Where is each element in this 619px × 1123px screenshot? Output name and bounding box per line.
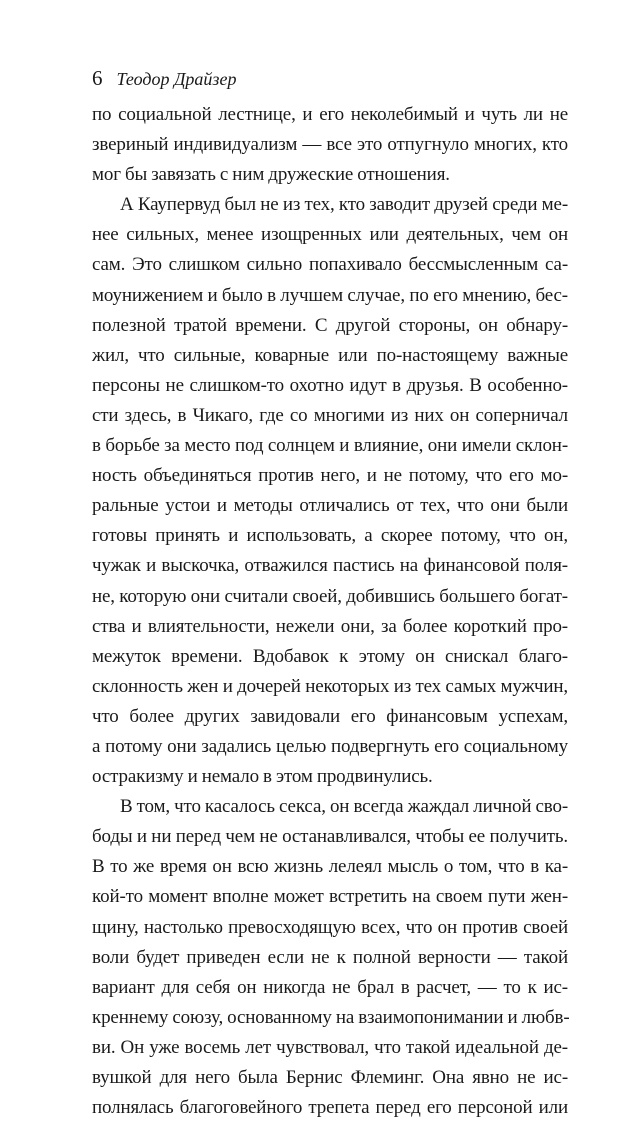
- text-line: боды и ни перед чем не останавливался, чтобы ее получить.: [92, 826, 568, 848]
- text-line: жил, что сильные, коварные или по-настоящему важные: [92, 344, 568, 366]
- text-line: вушкой для него была Бернис Флеминг. Она явно не ис-: [92, 1067, 568, 1088]
- text-line: готовы принять и использовать, а скорее потому, что он,: [92, 525, 568, 547]
- text-line: что более других завидовали его финансовым успехам,: [92, 705, 568, 727]
- text-line: ства и влиятельности, нежели они, за более короткий про-: [92, 615, 568, 637]
- text-line: В то же время он всю жизнь лелеял мысль о том, что в ка-: [92, 856, 568, 878]
- text-line: вариант для себя он никогда не брал в расчет, — то к ис-: [92, 976, 568, 998]
- text-line: В том, что касалось секса, он всегда жаждал личной сво-: [120, 796, 568, 818]
- text-line: нее сильных, менее изощренных или деятельных, чем он: [92, 224, 568, 246]
- running-head: [92, 66, 236, 94]
- text-line: межуток времени. Вдобавок к этому он снискал благо-: [92, 645, 568, 667]
- text-line: звериный индивидуализм — все это отпугнуло многих, кто: [92, 134, 568, 156]
- text-line: ви. Он уже восемь лет чувствовал, что такой идеальной де-: [92, 1036, 568, 1058]
- text-line: склонность жен и дочерей некоторых из тех самых мужчин,: [92, 675, 568, 697]
- text-line: остракизму и немало в этом продвинулись.: [92, 766, 433, 788]
- body-text: [92, 100, 568, 1123]
- text-line: моунижением и было в лучшем случае, по его мнению, бес-: [92, 284, 568, 306]
- text-line: мог бы завязать с ним дружеские отношения.: [92, 164, 450, 186]
- text-line: персоны не слишком-то охотно идут в друзья. В особенно-: [92, 374, 568, 396]
- text-line: по социальной лестнице, и его неколебимый и чуть ли не: [92, 104, 568, 125]
- text-line: в борьбе за место под солнцем и влияние, они имели склон-: [92, 435, 568, 457]
- text-line: ральные устои и методы отличались от тех, что они были: [92, 495, 568, 517]
- text-line: чужак и выскочка, отважился пастись на финансовой поля-: [92, 555, 568, 577]
- text-line: щину, настолько превосходящую всех, что он против своей: [92, 916, 568, 938]
- text-line: ность объединяться против него, и не потому, что его мо-: [92, 465, 568, 487]
- text-line: полнялась благоговейного трепета перед его персоной или: [92, 1097, 568, 1119]
- text-line: сти здесь, в Чикаго, где со многими из них он соперничал: [92, 404, 568, 426]
- text-line: А Каупервуд был не из тех, кто заводит друзей среди ме-: [120, 194, 568, 216]
- text-line: кой-то момент вполне может встретить на своем пути жен-: [92, 886, 568, 908]
- text-line: полезной тратой времени. С другой стороны, он обнару-: [92, 314, 568, 336]
- text-line: не, которую они считали своей, добившись большего богат-: [92, 585, 568, 607]
- text-line: креннему союзу, основанному на взаимопонимании и любв-: [92, 1006, 570, 1028]
- text-line: воли будет приведен если не к полной верности — такой: [92, 946, 568, 968]
- text-line: сам. Это слишком сильно попахивало бессмысленным са-: [92, 254, 568, 276]
- text-line: а потому они задались целью подвергнуть его социальному: [92, 735, 568, 757]
- page-number: 6: [92, 66, 103, 90]
- running-title: Теодор Драйзер: [116, 69, 237, 89]
